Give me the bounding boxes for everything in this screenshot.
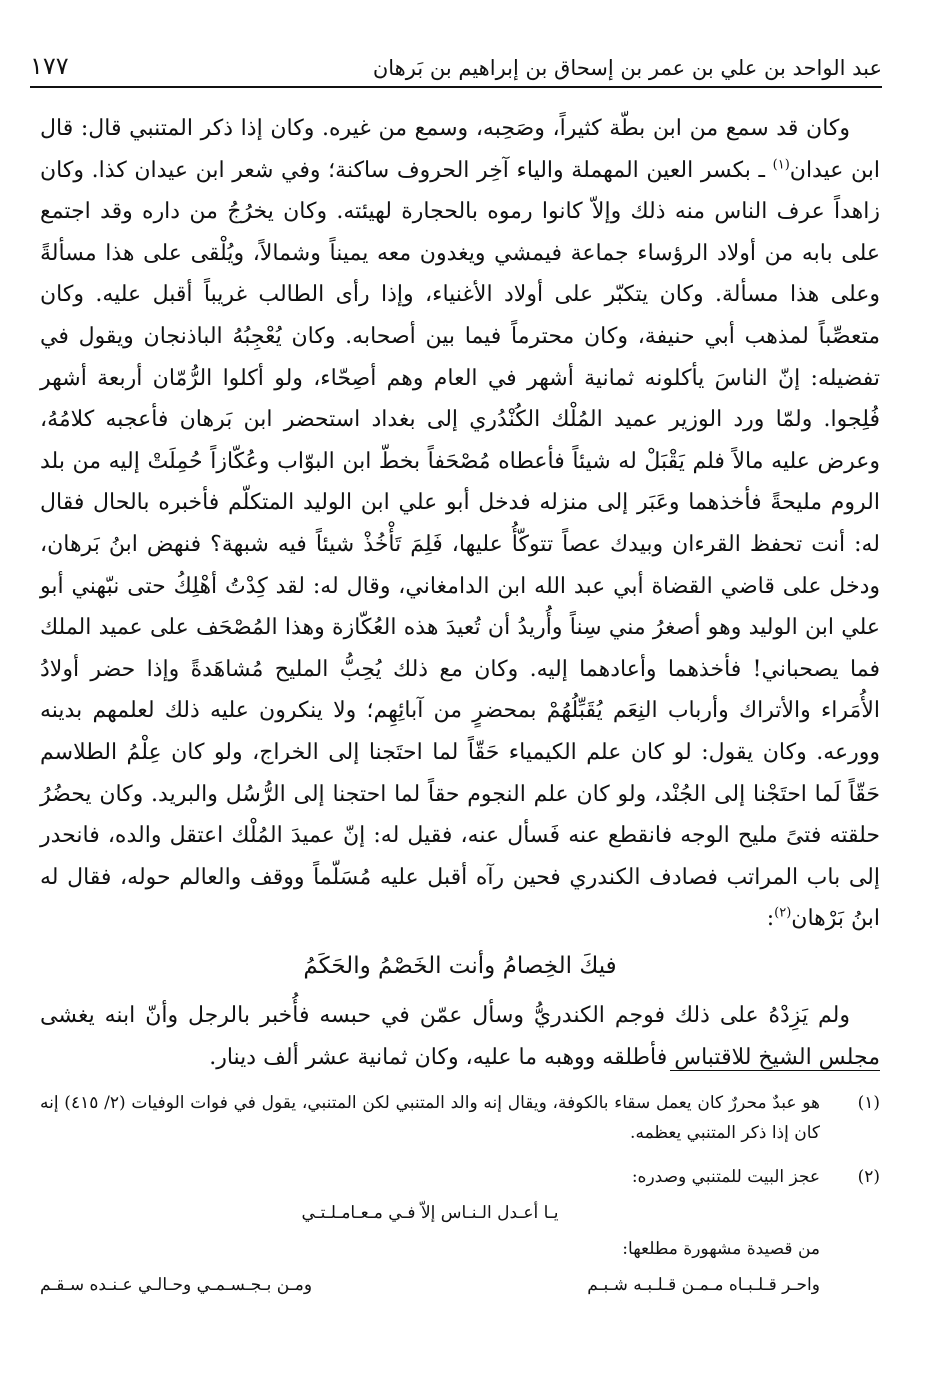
running-title: عبد الواحد بن علي بن عمر بن إسحاق بن إبراهيم بن بَرهان [372,56,882,80]
footnote-intro: من قصيدة مشهورة مطلعها: [622,1239,820,1259]
paragraph-1 [40,108,880,940]
footnote-ref-2[interactable]: (٢) [774,905,792,921]
footnote-separator [670,1070,880,1071]
footnote-number: (١) [857,1093,880,1113]
main-text [40,108,880,1079]
footnote-text: هو عبدٌ محررٌ كان يعمل سقاء بالكوفة، ويقال إنه والد المتنبي لكن المتنبي، يقول في فوات الوفيات (٢/ ٤١٥) إنه كان إذا ذكر المتنبي يعظمه. [40,1093,820,1143]
footnote-number: (٢) [857,1167,880,1187]
footnotes [40,1088,880,1314]
verse-line: فيكَ الخِصامُ وأنت الخَصْمُ والحَكَمُ [303,952,617,979]
footnote-ref-1[interactable]: (١) [772,157,790,173]
footnote-verse: يـا أعـدل الـنـاس إلاّ فـي مـعـامـلـتـي [301,1203,559,1223]
page-number: ١٧٧ [30,52,69,80]
footnote-2 [40,1162,880,1300]
paragraph-1-part-a: وكان قد سمع من ابن بطّة كثيراً، وصَحِبه، وسمع من غيره. وكان إذا ذكر المتنبي قال: قال ابن عيدان [40,116,880,183]
paragraph-1-part-c: : [766,906,775,932]
couplet-first-hemistich: واحـر قـلـبـاه مـمـن قـلـبـه شـبـم [587,1275,820,1295]
couplet-second-hemistich: ومـن بـجـسـمـي وحـالـي عـنـده سـقـم [40,1275,313,1295]
running-head [30,40,882,88]
paragraph-1-part-b: ـ بكسر العين المهملة والياء آخِر الحروف ساكنة؛ وفي شعر ابن عيدان كذا. وكان زاهداً عرف الناس منه ذلك وإلاّ كانوا رموه بالحجارة لهيئته. وكان يخرُجُ من داره وقد اجتمع على بابه من أولاد الرؤساء جماعة فيمشي ويغدون معه يميناً وشمالاً، ويُلْقى على هذا مسألةً وعلى هذا مسألة. وكان يتكبّر على أولاد الأغنياء، وإذا رأى الطالب غريباً أقبل عليه. وكان متعصِّباً لمذهب أبي حنيفة، وكان محترماً فيما بين أصحابه. وكان يُعْجِبُهُ الباذنجان ويقول في تفضيله: إنّ الناسَ يأكلونه ثمانية أشهر في العام وهم أصِحّاء، ولو أكلوا الرُّمّان أربعة أشهر فُلِجوا. ولمّا ورد الوزير عميد المُلْك الكُنْدُري إلى بغداد استحضر ابن بَرهان فأعجبه كلامُهُ، وعرض عليه مالاً فلم يَقْبَلْ له شيئاً فأعطاه مُصْحَفاً بخطّ ابن البوّاب وعُكّازاً حُمِلَتْ إليه من بلد الروم مليحةً فأخذهما وعَبَر إلى منزله فدخل أبو علي ابن الوليد المتكلّم فأخبره بالحال فقال له: أنت تحفظ القرءان وبيدك عصاً تتوكّأُ عليها، فَلِمَ تَأْخُذْ شيئاً فيه شبهة؟ فنهض ابنُ بَرهان، ودخل على قاضي القضاة أبي عبد الله ابن الدامغاني، وقال له: لقد كِدْتُ أهْلِكُ حتى نبّهني أبو علي ابن الوليد وهو أصغرُ مني سِناً وأُريدُ أن تُعيدَ هذه العُكّازة وهذا المُصْحَف على عميد الملك فما يصحباني! فأخذهما وأعادهما إليه. وكان مع ذلك يُحِبُّ المليح مُشاهَدةً وإذا حضر أولادُ الأُمَراء والأتراك وأرباب النِعَم يُقَبِّلُهُمْ بمحضرٍ من آبائِهِم؛ ولا ينكرون عليه ذلك لعلمهم بدينه وورعه. وكان يقول: لو كان علم الكيمياء حَقّاً لما احتَجنا إلى الخراج، ولو كان عِلْمُ الطلاسم حَقّاً لَما احتَجْنا إلى الجُنْد، ولو كان علم النجوم حقاً لما احتجنا إلى الرُّسُل والبريد. وكان يحضُرُ حلقته فتىً مليح الوجه فانقطع عنه فَسأل عنه، فقيل له: إنّ عميدَ المُلْك اعتقل والده، فانحدر إلى باب المراتب فصادف الكندري فحين رآه أقبل عليه مُسَلّماً ووقف والعالم حوله، فقال له ابنُ بَرْهان [40,157,880,932]
footnote-1 [40,1088,880,1148]
paragraph-2: ولم يَزِدْهُ على ذلك فوجم الكندريُّ وسأل عمّن في حبسه فأُخبر بالرجل وأنّ ابنه يغشى مجلس الشيخ للاقتباس فأطلقه ووهبه ما عليه، وكان ثمانية عشر ألف دينار. [40,1003,880,1071]
footnote-text: عجز البيت للمتنبي وصدره: [631,1167,820,1187]
footnote-couplet [40,1270,820,1300]
